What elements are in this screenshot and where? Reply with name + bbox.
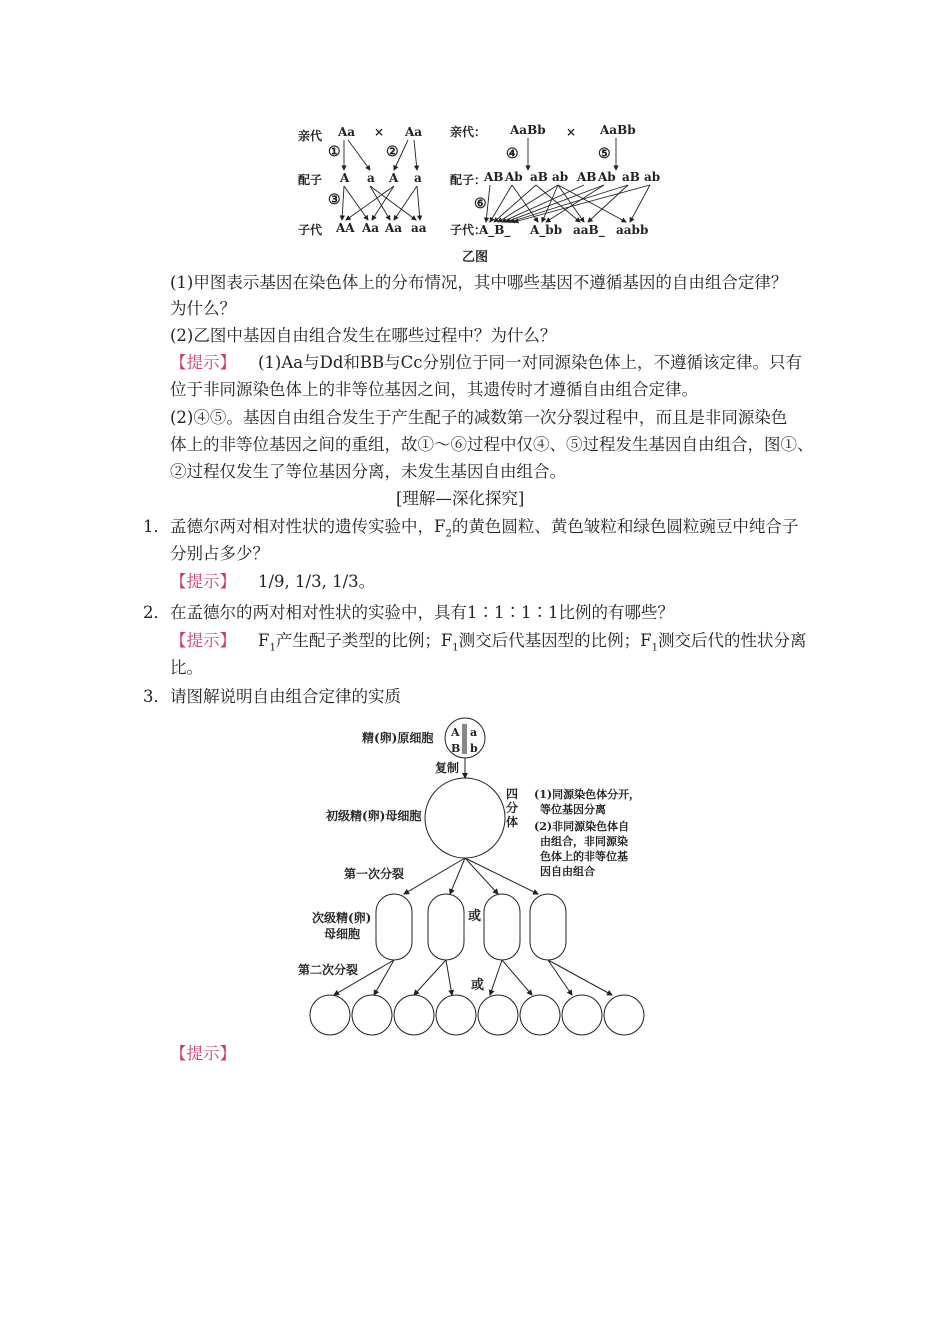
note-line: 色体上的非等位基 [540,850,628,863]
note-line: 等位基因分离 [540,803,606,816]
left-row-child: 子代 [298,223,323,237]
question-1-line-2: 为什么？ [170,299,236,318]
left-parent-1: Aa [338,125,356,139]
gamete-cell [478,995,518,1035]
label-first-division: 第一次分裂 [344,867,405,881]
right-gamete: AB [577,170,597,184]
note-line: 由组合，非同源染 [540,835,628,848]
label-tetrad: 体 [506,815,519,829]
item-3-line-1 [143,686,401,708]
step-2-label: ② [386,144,399,160]
item-3-text: 请图解说明自由组合定律的实质 [170,687,401,706]
label-primordial-cell: 精(卵)原细胞 [362,731,434,745]
gene-label: A [451,726,460,739]
secondary-cell [428,894,464,960]
primordial-cell [445,718,485,758]
right-gamete: ab [644,170,661,184]
note-line: (2)非同源染色体自 [534,820,630,833]
left-cross: × [374,125,385,139]
right-row-gamete: 配子： [450,173,487,187]
secondary-cell [376,894,412,960]
left-child: AA [336,221,355,235]
right-gamete: aB [530,170,548,184]
step-5-label: ⑤ [598,146,611,162]
secondary-cell [484,894,520,960]
gamete-cell [562,995,602,1035]
right-row-parent: 亲代： [450,125,487,139]
figure-yi-caption: 乙图 [462,250,489,265]
right-child: A_bb [530,223,563,237]
step-4-label: ④ [506,146,519,162]
note-line: (1)同源染色体分开， [534,788,641,801]
gene-label: b [470,742,478,755]
figure-meiosis [290,712,660,1044]
item-2-line-1 [143,602,674,624]
left-child: aa [411,221,427,235]
question-2: (2)乙图中基因自由组合发生在哪些过程中？为什么？ [170,326,557,345]
gamete-cell [310,995,350,1035]
right-child: aaB_ [573,223,605,237]
left-child: Aa [385,221,403,235]
secondary-cell [530,894,566,960]
item-1-hint [170,571,375,593]
item-1-line-1 [143,516,798,545]
item-3-hint [170,1043,236,1065]
label-replicate: 复制 [435,761,460,775]
right-gamete: AB [484,170,504,184]
item-1-text-a: 孟德尔两对相对性状的遗传实验中，F [170,517,446,536]
hint-label: 【提示】 [170,1044,236,1063]
item-3-number: 3． [143,687,170,706]
item-2-hint-line-2: 比。 [170,658,203,677]
gamete-cell [352,995,392,1035]
right-cross: × [566,125,577,139]
right-gamete: Ab [505,170,523,184]
item-1-line-2: 分别占多少？ [170,544,269,563]
item-1-text-b: 的黄色圆粒、黄色皱粒和绿色圆粒豌豆中纯合子 [451,517,799,536]
item-1-hint-text: 1/9, 1/3, 1/3。 [258,572,376,591]
hint-1-line-2: 位于非同源染色体上的非等位基因之间，其遗传时才遵循自由组合定律。 [170,380,698,399]
note-line: 因自由组合 [540,865,595,878]
hint-1-line-1 [170,352,802,374]
left-gamete: A [340,171,350,185]
section-title: [理解—深化探究] [396,489,525,508]
hint-1-text: (1)Aa与Dd和BB与Cc分别位于同一对同源染色体上，不遵循该定律。只有 [258,353,803,372]
hint-2-line-3: ②过程仅发生了等位基因分离，未发生基因自由组合。 [170,462,566,481]
left-row-gamete: 配子 [298,173,323,187]
f1-subscript: 1 [269,642,276,654]
right-parent-2: AaBb [600,123,636,137]
left-parent-2: Aa [405,125,423,139]
step-6-label: ⑥ [474,196,487,212]
label-secondary-cell: 母细胞 [324,927,361,941]
or-label-2: 或 [471,978,485,993]
hint-label: 【提示】 [170,631,236,650]
hint-label: 【提示】 [170,572,236,591]
label-tetrad: 四 [506,787,519,801]
left-child: Aa [362,221,380,235]
gamete-cell [436,995,476,1035]
left-row-parent: 亲代 [298,129,323,143]
question-1-line-1: (1)甲图表示基因在染色体上的分布情况，其中哪些基因不遵循基因的自由组合定律？ [170,273,788,292]
f1-symbol: F [258,631,270,650]
label-secondary-cell: 次级精(卵) [312,911,372,925]
left-gamete: A [389,171,399,185]
item-2-hint-text-c: 测交后代基因型的比例；F [458,631,652,650]
gamete-cell [520,995,560,1035]
step-3-label: ③ [328,192,341,208]
right-gamete: Ab [598,170,616,184]
or-label-1: 或 [468,909,482,924]
right-gamete: ab [552,170,569,184]
gamete-cell [394,995,434,1035]
step-1-label: ① [328,144,341,160]
right-parent-1: AaBb [510,123,546,137]
label-primary-cell: 初级精(卵)母细胞 [326,809,422,823]
left-gamete: a [414,171,422,185]
hint-label: 【提示】 [170,353,236,372]
item-2-hint [170,630,806,659]
gene-label: a [470,726,478,739]
figure-yi-crosses [290,118,670,266]
primary-cell [425,778,505,858]
item-1-subscript: 2 [445,528,452,540]
right-row-child: 子代： [450,223,487,237]
right-child: aabb [616,223,649,237]
item-1-number: 1． [143,517,170,536]
gene-label: B [451,742,461,755]
right-child: A_B_ [479,223,511,237]
gamete-cell [604,995,644,1035]
label-second-division: 第二次分裂 [298,963,359,977]
f1-subscript: 1 [452,642,459,654]
item-2-text: 在孟德尔的两对相对性状的实验中，具有1∶1∶1∶1比例的有哪些？ [170,603,674,622]
hint-2-line-1: (2)④⑤。基因自由组合发生于产生配子的减数第一次分裂过程中，而且是非同源染色 [170,408,788,427]
item-2-hint-text-d: 测交后代的性状分离 [657,631,807,650]
item-2-hint-text-b: 产生配子类型的比例；F [275,631,453,650]
left-gamete: a [367,171,375,185]
right-gamete: aB [622,170,640,184]
f1-subscript: 1 [651,642,658,654]
hint-2-line-2: 体上的非等位基因之间的重组，故①～⑥过程中仅④、⑤过程发生基因自由组合，图①、 [170,435,814,454]
label-tetrad: 分 [506,801,519,815]
item-2-number: 2． [143,603,170,622]
